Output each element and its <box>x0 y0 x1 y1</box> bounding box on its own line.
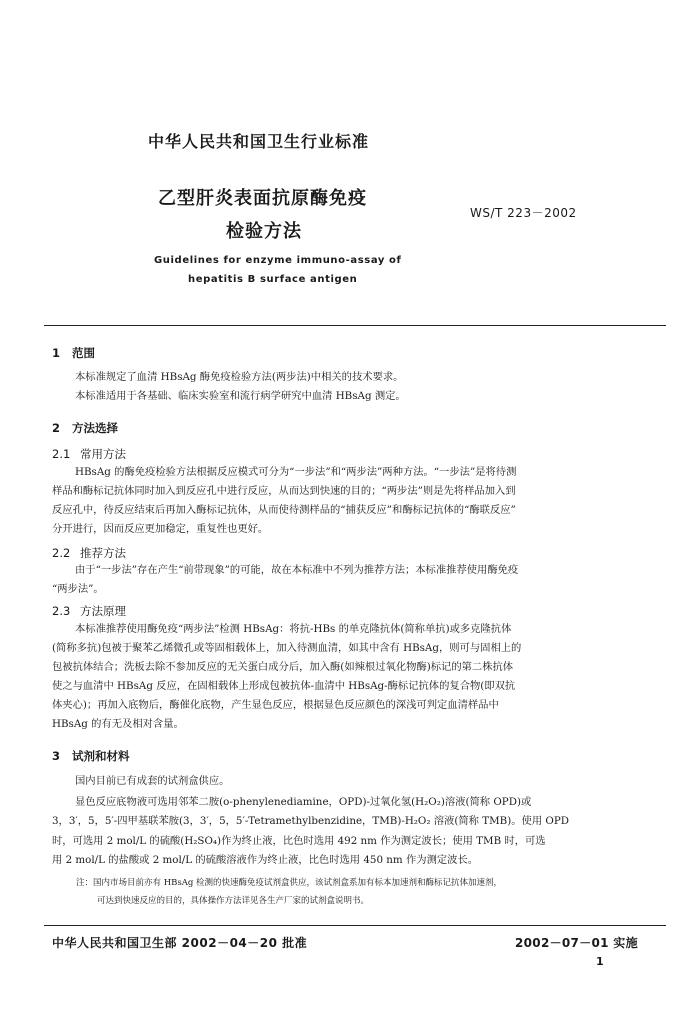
section-number: 2.1 <box>52 447 71 461</box>
title-en-line2: hepatitis B surface antigen <box>188 274 358 285</box>
text-line: 用 2 mol/L 的盐酸或 2 mol/L 的硫酸溶液作为终止液，比色时选用 450 nm 作为测定波长。 <box>52 854 479 866</box>
section-title: 常用方法 <box>80 447 126 461</box>
header-divider <box>44 325 666 326</box>
text-line: 由于“一步法”存在产生“前带现象”的可能，故在本标准中不列为推荐方法；本标准推荐使用酶免疫 <box>75 564 519 576</box>
section-number: 1 <box>52 346 61 360</box>
title-cn-line1: 乙型肝炎表面抗原酶免疫 <box>158 188 367 209</box>
section-1-heading <box>52 345 95 361</box>
text-line: 体夹心)；再加入底物后，酶催化底物，产生显色反应，根据显色反应颜色的深浅可判定血清样品中 <box>52 699 499 711</box>
section-number: 3 <box>52 749 61 763</box>
section-number: 2.3 <box>52 604 71 618</box>
text-line: 时，可选用 2 mol/L 的硫酸(H₂SO₄)作为终止液，比色时选用 492 nm 作为测定波长；使用 TMB 时，可选 <box>52 835 546 847</box>
page-number: 1 <box>596 955 604 968</box>
text-line: 本标准推荐使用酶免疫“两步法”检测 HBsAg：将抗-HBs 的单克隆抗体(简称单抗)或多克隆抗体 <box>75 623 512 635</box>
subsection-2-2-heading <box>52 545 126 561</box>
paragraph: 本标准规定了血清 HBsAg 酶免疫检验方法(两步法)中相关的技术要求。 <box>75 371 404 383</box>
text-line: 分开进行，因而反应更加稳定，重复性也更好。 <box>52 523 269 535</box>
text-line: 反应孔中，待反应结束后再加入酶标记抗体，从而使待测样品的“捕获反应”和酶标记抗体的“酶联反应” <box>52 504 516 516</box>
subsection-2-1-heading <box>52 446 126 462</box>
text-line: 包被抗体结合；洗板去除不参加反应的无关蛋白成分后，加入酶(如辣根过氧化物酶)标记的第二株抗体 <box>52 661 514 673</box>
note-line: 可达到快速反应的目的，具体操作方法详见各生产厂家的试剂盒说明书。 <box>97 896 370 906</box>
standard-number: WS/T 223－2002 <box>470 206 577 220</box>
section-number: 2 <box>52 421 61 435</box>
text-line: 使之与血清中 HBsAg 反应，在固相载体上形成包被抗体-血清中 HBsAg-酶标记抗体的复合物(即双抗 <box>52 680 516 692</box>
note-line: 注：国内市场目前亦有 HBsAg 检测的快速酶免疫试剂盒供应，该试剂盒系加有标本加速剂和酶标记抗体加速剂， <box>76 878 503 888</box>
text-line: (简称多抗)包被于聚苯乙烯微孔或等固相载体上，加入待测血清，如其中含有 HBsAg，则可与固相上的 <box>52 642 522 654</box>
section-title: 方法原理 <box>80 604 126 618</box>
subsection-2-3-heading <box>52 603 126 619</box>
paragraph: 本标准适用于各基础、临床实验室和流行病学研究中血清 HBsAg 测定。 <box>75 390 406 402</box>
section-title: 方法选择 <box>72 421 118 435</box>
text-line: 国内目前已有成套的试剂盒供应。 <box>75 775 230 787</box>
section-2-heading <box>52 420 118 436</box>
text-line: HBsAg 的酶免疫检验方法根据反应模式可分为“一步法”和“两步法”两种方法。“一步法”是将待测 <box>75 466 517 478</box>
text-line: “两步法”。 <box>52 583 104 595</box>
section-title: 试剂和材料 <box>72 749 130 763</box>
section-title: 推荐方法 <box>80 546 126 560</box>
approval-date: 中华人民共和国卫生部 2002－04－20 批准 <box>52 936 308 950</box>
title-en-line1: Guidelines for enzyme immuno-assay of <box>154 255 402 266</box>
footer-divider <box>44 925 666 926</box>
implementation-date: 2002－07－01 实施 <box>515 936 638 950</box>
text-line: 显色反应底物液可选用邻苯二胺(o-phenylenediamine，OPD)-过氧化氢(H₂O₂)溶液(简称 OPD)或 <box>75 796 532 808</box>
section-3-heading <box>52 748 130 764</box>
section-title: 范围 <box>72 346 95 360</box>
text-line: 3，3′，5，5′-四甲基联苯胺(3，3′，5，5′-Tetramethylbenzidine，TMB)-H₂O₂ 溶液(简称 TMB)。使用 OPD <box>52 815 570 827</box>
standard-issuer: 中华人民共和国卫生行业标准 <box>148 132 370 151</box>
text-line: HBsAg 的有无及相对含量。 <box>52 718 184 730</box>
text-line: 样品和酶标记抗体同时加入到反应孔中进行反应，从而达到快速的目的；“两步法”则是先将样品加入到 <box>52 485 516 497</box>
title-cn-line2: 检验方法 <box>226 221 302 242</box>
section-number: 2.2 <box>52 546 71 560</box>
